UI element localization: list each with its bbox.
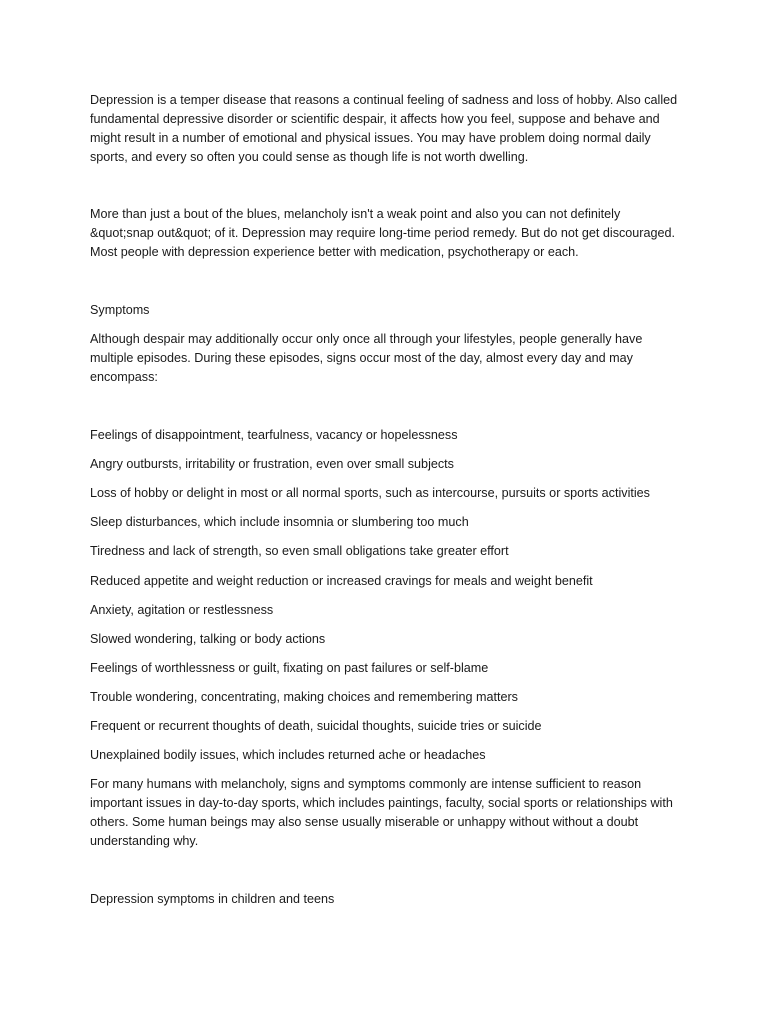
intro-paragraph: Depression is a temper disease that reasons a continual feeling of sadness and loss of hobby. Also called fundamental depressive disorder or scientific despair, it affects how you feel, suppose and behave and might result in a number of emotional and physical issues. You may have problem doing normal daily sports, and every so often you could sense as though life is not worth dwelling. bbox=[90, 93, 678, 164]
symptom-item: Tiredness and lack of strength, so even small obligations take greater effort bbox=[90, 544, 509, 558]
symptom-item: Slowed wondering, talking or body actions bbox=[90, 632, 326, 646]
symptom-item: Loss of hobby or delight in most or all normal sports, such as intercourse, pursuits or sports activities bbox=[90, 486, 650, 500]
symptom-item: Reduced appetite and weight reduction or increased cravings for meals and weight benefit bbox=[90, 574, 593, 588]
symptoms-heading: Symptoms bbox=[90, 303, 150, 317]
symptoms-intro-paragraph: Although despair may additionally occur only once all through your lifestyles, people generally have multiple episodes. During these episodes, signs occur most of the day, almost every day and may encompass: bbox=[90, 332, 643, 384]
children-teens-heading: Depression symptoms in children and teens bbox=[90, 892, 335, 906]
symptom-item: Unexplained bodily issues, which includes returned ache or headaches bbox=[90, 748, 486, 762]
symptom-item: Feelings of worthlessness or guilt, fixating on past failures or self-blame bbox=[90, 661, 489, 675]
symptom-item: Frequent or recurrent thoughts of death, suicidal thoughts, suicide tries or suicide bbox=[90, 719, 542, 733]
symptom-item: Trouble wondering, concentrating, making choices and remembering matters bbox=[90, 690, 518, 704]
second-paragraph: More than just a bout of the blues, melancholy isn't a weak point and also you can not definitely &quot;snap out&quot; of it. Depression may require long-time period remedy. But do not get discouraged. Most people with depression experience better with medication, psychotherapy or each. bbox=[90, 207, 676, 259]
symptom-item: Feelings of disappointment, tearfulness, vacancy or hopelessness bbox=[90, 428, 458, 442]
closing-paragraph: For many humans with melancholy, signs and symptoms commonly are intense sufficient to reason important issues in day-to-day sports, which includes paintings, faculty, social sports or relationships with others. Some human beings may also sense usually miserable or unhappy without without a doubt understanding why. bbox=[90, 777, 673, 848]
symptom-item: Angry outbursts, irritability or frustration, even over small subjects bbox=[90, 457, 454, 471]
symptom-item: Sleep disturbances, which include insomnia or slumbering too much bbox=[90, 515, 469, 529]
symptom-item: Anxiety, agitation or restlessness bbox=[90, 603, 274, 617]
